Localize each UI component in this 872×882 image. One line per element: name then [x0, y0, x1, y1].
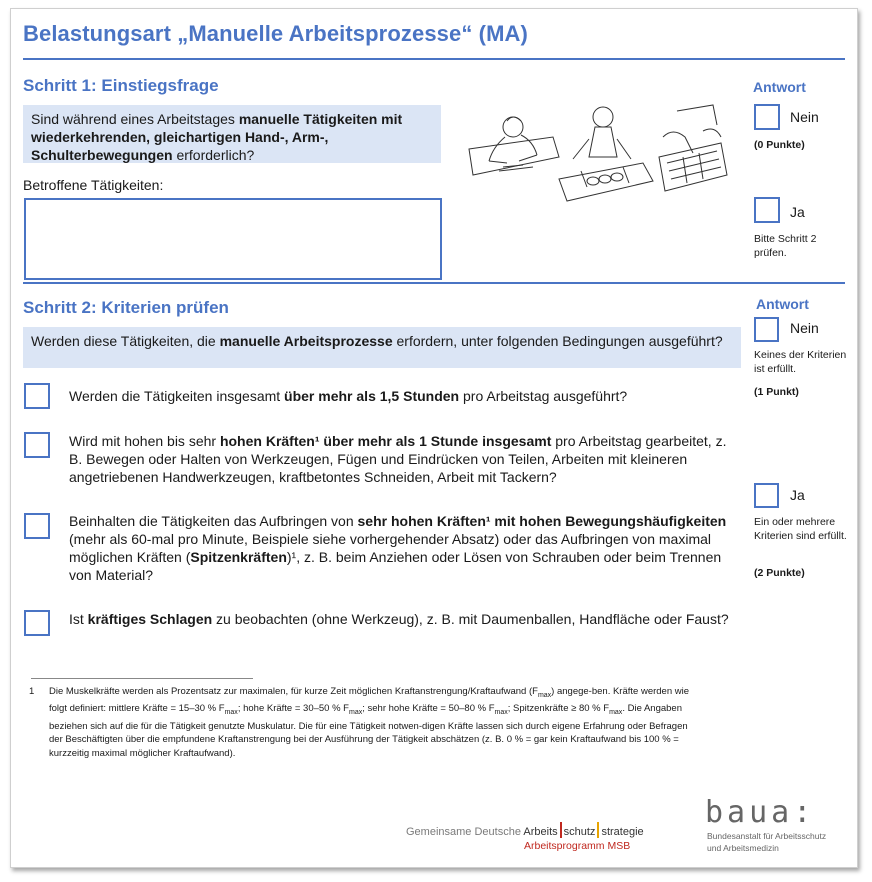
step1-question-bold: manuelle Tätigkeiten mit wiederkehrenden, gleichartigen Hand-, Arm-, Schulterbewegungen [31, 111, 403, 163]
criterion-4-checkbox[interactable] [24, 610, 50, 636]
step2-no-points: (1 Punkt) [754, 386, 799, 398]
form-page [10, 8, 858, 868]
step2-question-end: erfordern, unter folgenden Bedingungen ausgeführt? [392, 333, 723, 349]
criterion-1-part-b: über mehr als 1,5 Stunden [284, 388, 460, 404]
step2-no-checkbox[interactable] [754, 317, 779, 342]
footnote-sub: max [494, 709, 508, 717]
criterion-2-part-c: pro Arbeitstag gearbeitet, z. B. Bewegen oder Halten von Werkzeugen, Fügen und Eindrücken von Teilen, Arbeiten mit kleineren angetriebenen Handwerkzeugen, kraftbetontes Schneiden, Arbeit mit Tackern? [69, 433, 727, 485]
affected-label: Betroffene Tätigkeiten: [23, 177, 164, 193]
footnote-divider [31, 678, 253, 679]
footnote-text [49, 685, 697, 760]
worker-illustrations [463, 97, 729, 209]
criterion-1-part-a: Werden die Tätigkeiten insgesamt [69, 388, 285, 404]
step2-no-note: Keines der Kriterien ist erfüllt. [754, 349, 847, 375]
criterion-2-part-b: hohen Kräften¹ über mehr als 1 Stunde insgesamt [219, 433, 552, 449]
footnote-part: ) angege-ben. Kräfte werden wie folgt definiert: mittlere Kräfte = 15–30 % F [49, 686, 690, 715]
gda-prefix: Gemeinsame Deutsche [406, 826, 524, 838]
criterion-2-part-a: Wird mit hohen bis sehr [69, 433, 220, 449]
page-title: Belastungsart „Manuelle Arbeitsprozesse“ (MA) [23, 21, 528, 46]
step-divider [23, 282, 845, 284]
step1-answer-heading: Antwort [753, 79, 806, 95]
step2-question [23, 327, 741, 368]
worker-soldering-icon [469, 117, 559, 175]
step2-answer-heading: Antwort [756, 296, 809, 312]
baua-logo: baua: [705, 795, 816, 830]
footnote-sub: max [609, 709, 623, 717]
criterion-3-part-d: Spitzenkräften [190, 549, 287, 565]
gda-bar-red [560, 822, 562, 838]
criterion-2-checkbox[interactable] [24, 432, 50, 458]
gda-bar-yellow [597, 822, 599, 838]
footnote-part: Die Muskelkräfte werden als Prozentsatz zur maximalen, für kurze Zeit möglichen Kraftanstrengung/Kraftaufwand (F [49, 686, 538, 697]
criterion-4-part-a: Ist [69, 611, 88, 627]
step2-yes-checkbox[interactable] [754, 483, 779, 508]
gda-word-3: strategie [601, 826, 644, 838]
step1-no-label: Nein [790, 109, 819, 125]
step1-yes-label: Ja [790, 204, 805, 220]
step2-yes-points: (2 Punkte) [754, 567, 805, 579]
footnote-part: . Die Angaben beziehen sich auf die für die Tätigkeit genutzte Muskulatur. Die für eine Tätigkeit notwen-digen Kräfte lassen sich durch eigene Erfahrung oder Befragen der Beschäftigten über die empfundene Kraftanstrengung bei der Ausführung der Tätigkeit abschätzen (z. B. 0 % = gar kein Kraftaufwand bis 100 % = kurzzeitig maximal möglicher Kraftaufwand). [49, 703, 688, 759]
criterion-1-part-c: pro Arbeitstag ausgeführt? [459, 388, 628, 404]
title-divider [23, 58, 845, 60]
criterion-3-part-c: (mehr als 60-mal pro Minute, Beispiele siehe vorhergehender Absatz) oder das Aufbringen von maximal möglichen Kräften ( [69, 531, 712, 565]
criterion-4-text [69, 610, 729, 628]
footnote-part: ; sehr hohe Kräfte = 50–80 % F [362, 703, 495, 715]
footnote-sub: max [348, 709, 363, 717]
criterion-3-text [69, 512, 741, 584]
criterion-3-part-b: sehr hohen Kräften¹ mit hohen Bewegungshäufigkeiten [357, 513, 727, 529]
step2-yes-label: Ja [790, 487, 805, 503]
step2-question-bold: manuelle Arbeitsprozesse [219, 333, 393, 349]
criterion-3-checkbox[interactable] [24, 513, 50, 539]
step1-question-text: Sind während eines Arbeitstages [31, 111, 239, 127]
program-label: Arbeitsprogramm MSB [524, 840, 631, 852]
footnote-marker: 1 [29, 686, 35, 697]
footnote-sub: max [224, 709, 238, 717]
step1-no-points: (0 Punkte) [754, 139, 805, 151]
footnote-part: ; Spitzenkräfte ≥ 80 % F [507, 703, 610, 715]
worker-assembly-icon [559, 107, 653, 201]
criterion-4-part-b: kräftiges Schlagen [87, 611, 213, 627]
gda-word-1: Arbeits [523, 826, 558, 838]
baua-line-2: und Arbeitsmedizin [707, 843, 779, 853]
step1-heading: Schritt 1: Einstiegsfrage [23, 76, 219, 95]
criterion-3-part-e: )¹, z. B. beim Anziehen oder Lösen von Schrauben oder beim Trennen von Material? [69, 549, 722, 583]
step1-question [23, 105, 441, 163]
step2-question-text: Werden diese Tätigkeiten, die [31, 333, 220, 349]
gda-logo [406, 822, 644, 838]
keyboard-typing-icon [659, 105, 727, 191]
step1-no-checkbox[interactable] [754, 104, 780, 130]
baua-line-1: Bundesanstalt für Arbeitsschutz [707, 831, 827, 841]
gda-word-2: schutz [563, 826, 596, 838]
criterion-3-part-a: Beinhalten die Tätigkeiten das Aufbringen von [69, 513, 358, 529]
step2-yes-note: Ein oder mehrere Kriterien sind erfüllt. [754, 516, 847, 542]
step1-yes-checkbox[interactable] [754, 197, 780, 223]
affected-activities-input[interactable] [24, 198, 442, 280]
footnote-part: ; hohe Kräfte = 30–50 % F [237, 703, 349, 715]
criterion-1-checkbox[interactable] [24, 383, 50, 409]
step2-heading: Schritt 2: Kriterien prüfen [23, 298, 229, 317]
criterion-4-part-c: zu beobachten (ohne Werkzeug), z. B. mit Daumenballen, Handfläche oder Faust? [212, 611, 729, 627]
criterion-1-text [69, 387, 739, 405]
step2-no-label: Nein [790, 320, 819, 336]
step1-yes-note: Bitte Schritt 2 prüfen. [754, 233, 817, 259]
footnote-sub: max [537, 691, 552, 699]
criterion-2-text [69, 432, 731, 486]
step1-question-end: erforderlich? [172, 147, 255, 163]
